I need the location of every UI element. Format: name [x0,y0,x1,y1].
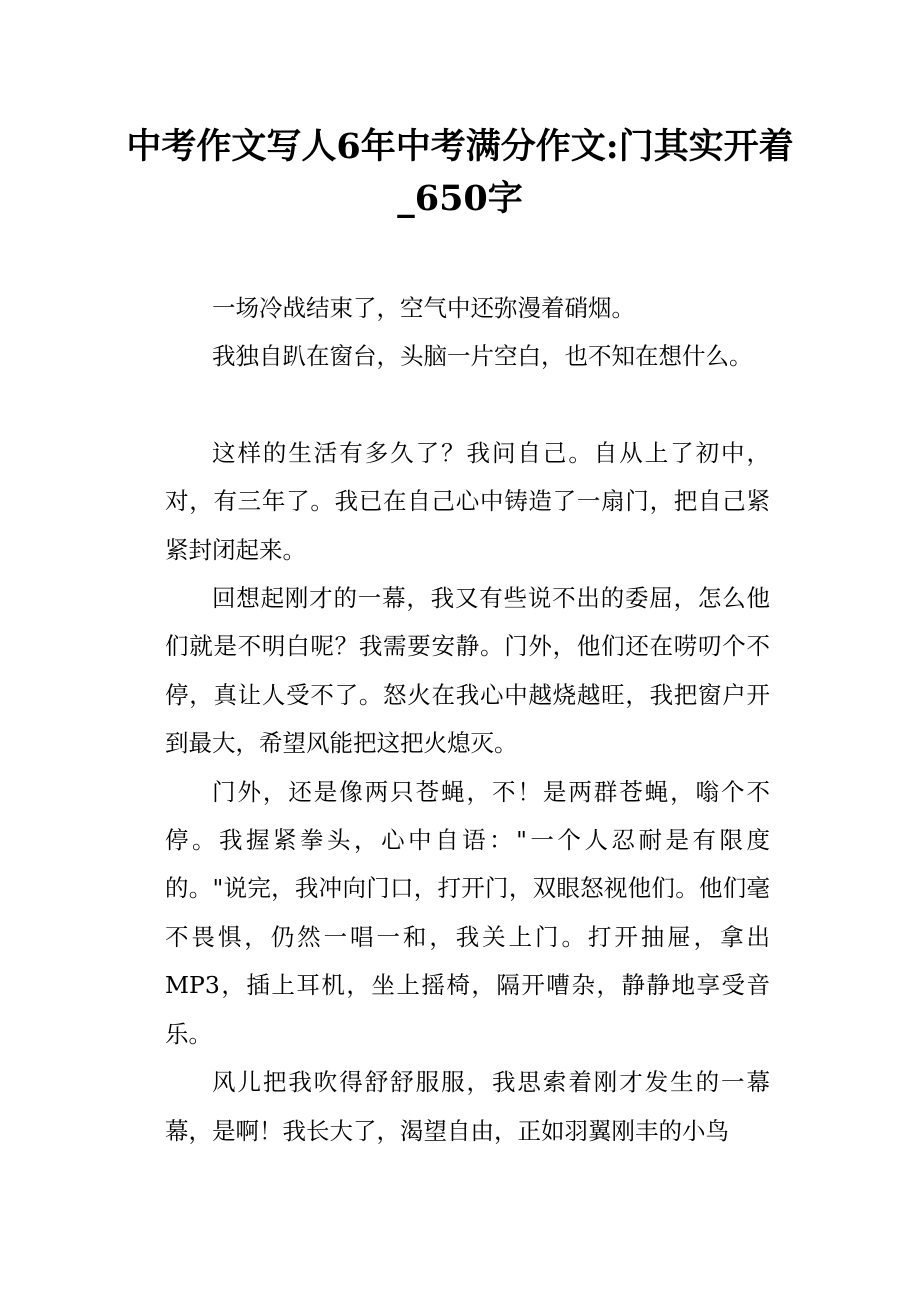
document-body [165,284,770,1155]
document-title: 中考作文写人6年中考满分作文:门其实开着_650字 [126,126,794,219]
paragraph-gap [165,381,770,429]
paragraph: 我独自趴在窗台，头脑一片空白，也不知在想什么。 [212,342,753,371]
paragraph: 这样的生活有多久了？我问自己。自从上了初中，对，有三年了。我已在自己心中铸造了一扇门，把自己紧紧封闭起来。 [165,438,770,564]
paragraph: 回想起刚才的一幕，我又有些说不出的委屈，怎么他们就是不明白呢？我需要安静。门外，他们还在唠叨个不停，真让人受不了。怒火在我心中越烧越旺，我把窗户开到最大，希望风能把这把火熄灭。 [165,584,770,758]
paragraph: 风儿把我吹得舒舒服服，我思索着刚才发生的一幕幕，是啊！我长大了，渴望自由，正如羽翼刚丰的小鸟 [165,1068,770,1145]
paragraph: 门外，还是像两只苍蝇，不！是两群苍蝇，嗡个不停。我握紧拳头，心中自语："一个人忍耐是有限度的。"说完，我冲向门口，打开门，双眼怒视他们。他们毫不畏惧，仍然一唱一和，我关上门。打开抽屉，拿出MP3，插上耳机，坐上摇椅，隔开嘈杂，静静地享受音乐。 [165,777,770,1048]
paragraph: 一场冷战结束了，空气中还弥漫着硝烟。 [212,294,635,322]
